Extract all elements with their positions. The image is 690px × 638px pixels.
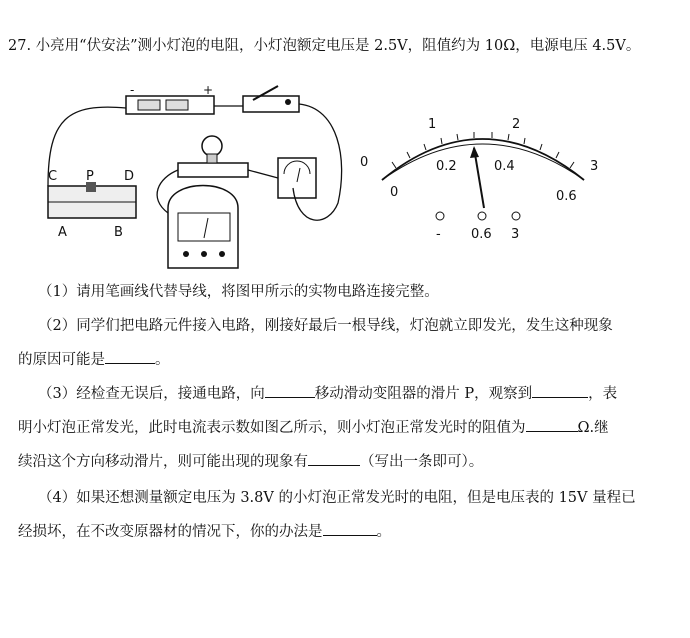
part-3-line-1: （3）经检查无误后，接通电路，向 移动滑动变阻器的滑片 P，观察到 ，表 — [38, 386, 618, 402]
circuit-figure — [38, 78, 358, 278]
scale-bottom-02: 0.2 — [436, 159, 457, 174]
answer-blank[interactable] — [308, 453, 360, 466]
part-2-line-1: （2）同学们把电路元件接入电路，刚接好最后一根导线，灯泡就立即发光，发生这种现象 — [38, 318, 613, 334]
scale-top-3: 3 — [590, 159, 599, 174]
terminal-06: 0.6 — [471, 227, 492, 242]
rheostat — [48, 169, 136, 240]
battery-plus-label: + — [203, 83, 214, 97]
ammeter-device — [168, 186, 238, 269]
answer-blank[interactable] — [265, 385, 315, 398]
rheostat-label-b: B — [114, 225, 123, 240]
scale-bottom-0: 0 — [390, 185, 399, 200]
answer-blank[interactable] — [105, 351, 155, 364]
scale-bottom-06: 0.6 — [556, 189, 577, 204]
answer-blank[interactable] — [323, 523, 377, 536]
part-2-line-2: 的原因可能是 。 — [18, 352, 170, 368]
rheostat-label-c: C — [48, 169, 58, 184]
scale-top-0: 0 — [360, 155, 369, 170]
scale-bottom-04: 0.4 — [494, 159, 515, 174]
scale-top-1: 1 — [428, 117, 437, 132]
rheostat-label-p: P — [86, 169, 94, 184]
question-number: 27. — [8, 38, 32, 54]
answer-blank[interactable] — [526, 419, 578, 432]
terminal-minus: - — [436, 227, 441, 242]
battery-minus-label: - — [130, 83, 135, 97]
voltmeter — [278, 158, 316, 198]
battery — [126, 83, 214, 114]
rheostat-label-d: D — [124, 169, 135, 184]
part-4-line-1: （4）如果还想测量额定电压为 3.8V 的小灯泡正常发光时的电阻，但是电压表的 15V 量程已 — [38, 490, 636, 506]
ammeter-dial-figure — [352, 108, 612, 248]
rheostat-label-a: A — [58, 225, 67, 240]
answer-blank[interactable] — [532, 385, 588, 398]
scale-top-2: 2 — [512, 117, 521, 132]
part-4-line-2: 经损坏，在不改变原器材的情况下，你的办法是 。 — [18, 524, 391, 540]
switch — [243, 86, 299, 112]
part-3-line-2: 明小灯泡正常发光，此时电流表示数如图乙所示，则小灯泡正常发光时的阻值为 Ω.继 — [18, 420, 609, 436]
question-intro — [8, 34, 640, 55]
question-text: 小亮用“伏安法”测小灯泡的电阻，小灯泡额定电压是 2.5V，阻值约为 10Ω，电源电压 4.5V。 — [35, 38, 641, 54]
lamp — [178, 136, 248, 177]
part-3-line-3: 续沿这个方向移动滑片，则可能出现的现象有 （写出一条即可）。 — [18, 454, 484, 470]
terminal-3: 3 — [511, 227, 520, 242]
part-1: （1）请用笔画线代替导线，将图甲所示的实物电路连接完整。 — [38, 284, 439, 300]
